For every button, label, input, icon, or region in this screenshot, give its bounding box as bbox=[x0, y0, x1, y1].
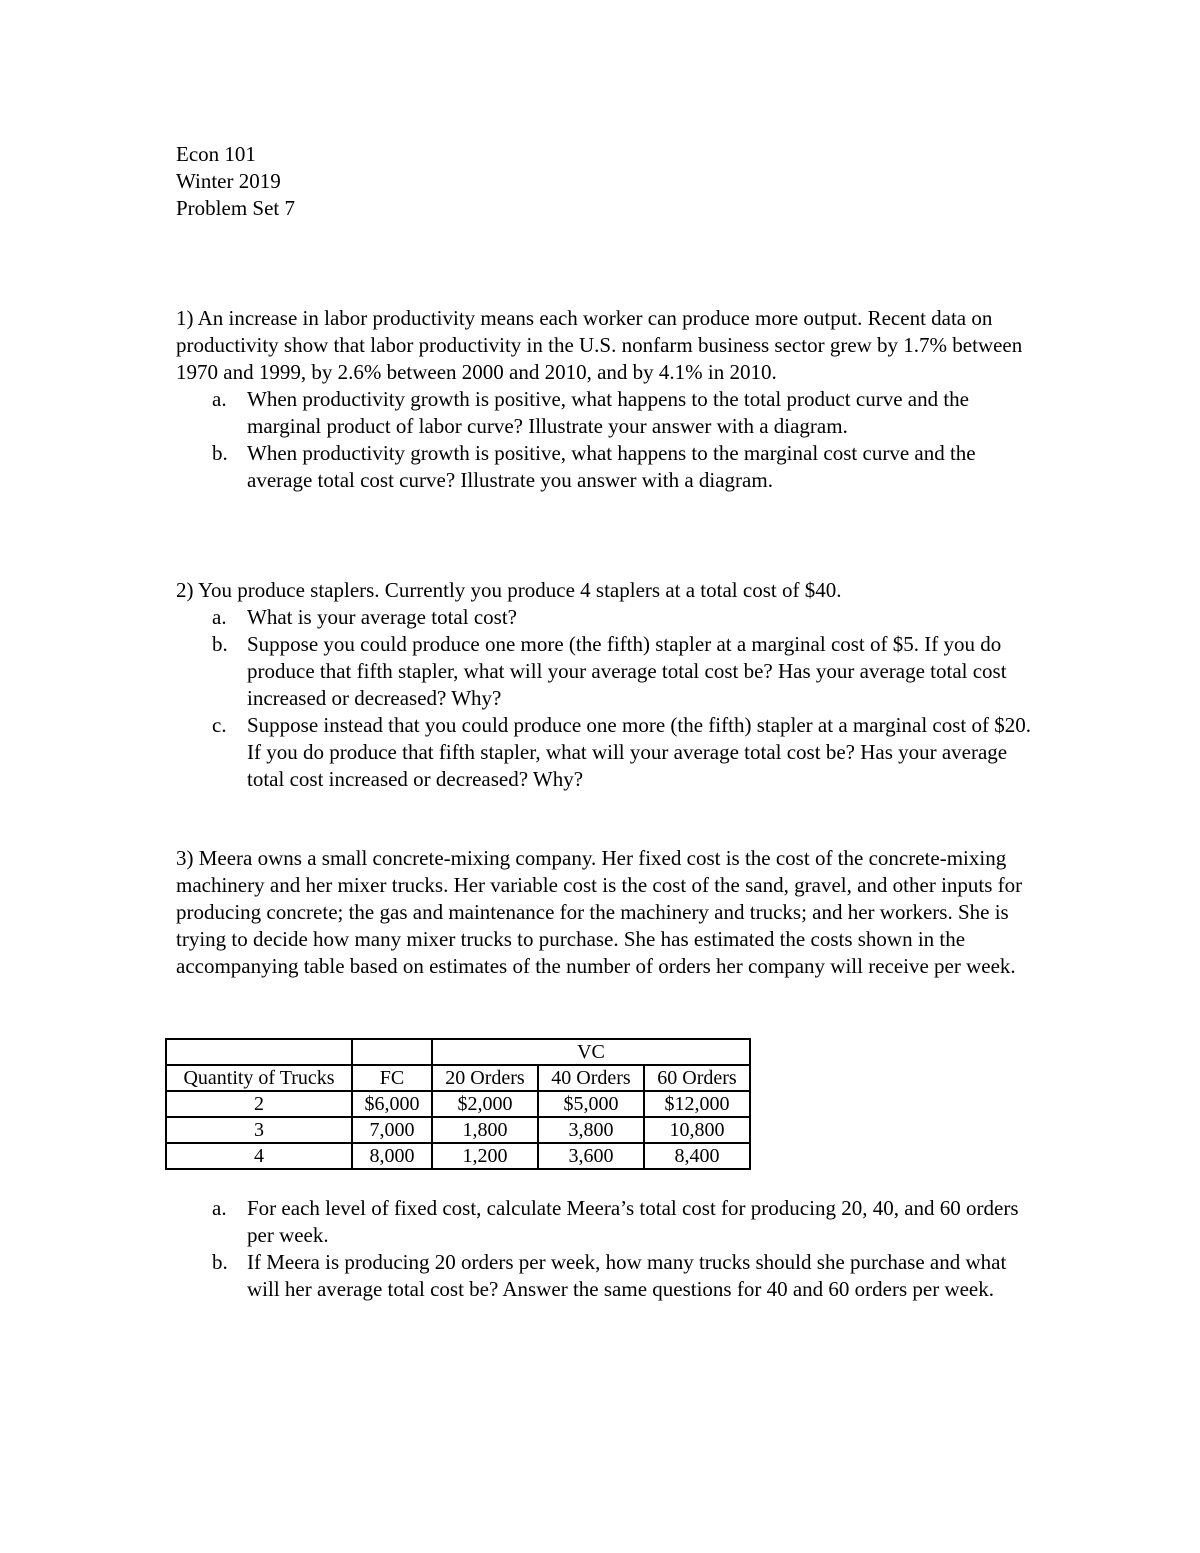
table-header-cell: Quantity of Trucks bbox=[166, 1065, 352, 1091]
table-cell: 2 bbox=[166, 1091, 352, 1117]
table-cell: 8,400 bbox=[644, 1143, 750, 1169]
question-2 bbox=[176, 577, 1036, 793]
question-1 bbox=[176, 305, 1036, 494]
course-name: Econ 101 bbox=[176, 142, 256, 166]
table-cell: 3,800 bbox=[538, 1117, 644, 1143]
part-label: a. bbox=[212, 605, 227, 629]
question-2-part-b bbox=[176, 631, 1036, 712]
question-3-parts bbox=[176, 1195, 1036, 1303]
question-1-part-b bbox=[176, 440, 1036, 494]
table-cell: 10,800 bbox=[644, 1117, 750, 1143]
question-2-parts bbox=[176, 604, 1036, 793]
part-text: When productivity growth is positive, what happens to the total product curve and the marginal product of labor curve? Illustrate your answer with a diagram. bbox=[247, 387, 969, 438]
part-label: a. bbox=[212, 1196, 227, 1220]
table-header-cell: FC bbox=[352, 1065, 432, 1091]
question-1-parts bbox=[176, 386, 1036, 494]
table-cell: 1,800 bbox=[432, 1117, 538, 1143]
part-text: Suppose you could produce one more (the fifth) stapler at a marginal cost of $5. If you do produce that fifth stapler, what will your average total cost be? Has your average total cost increased or decreased? Why? bbox=[247, 632, 1007, 710]
question-2-part-a bbox=[176, 604, 1036, 631]
table-header-row bbox=[166, 1065, 750, 1091]
question-3-text: 3) Meera owns a small concrete-mixing company. Her fixed cost is the cost of the concrete-mixing machinery and her mixer trucks. Her variable cost is the cost of the sand, gravel, and other inputs for producing concrete; the gas and maintenance for the machinery and trucks; and her workers. She is trying to decide how many mixer trucks to purchase. She has estimated the costs shown in the accompanying table based on estimates of the number of orders her company will receive per week. bbox=[176, 846, 1023, 978]
table-header-cell: 20 Orders bbox=[432, 1065, 538, 1091]
part-label: b. bbox=[212, 632, 228, 656]
table-cell: 3,600 bbox=[538, 1143, 644, 1169]
table-row bbox=[166, 1143, 750, 1169]
part-label: c. bbox=[212, 713, 227, 737]
table-cell-empty bbox=[352, 1039, 432, 1065]
table-cell: $2,000 bbox=[432, 1091, 538, 1117]
table-cell: 3 bbox=[166, 1117, 352, 1143]
question-1-text: 1) An increase in labor productivity means each worker can produce more output. Recent data on productivity show that labor productivity in the U.S. nonfarm business sector grew by 1.7% between 1970 and 1999, by 2.6% between 2000 and 2010, and by 4.1% in 2010. bbox=[176, 306, 1023, 384]
question-1-part-a bbox=[176, 386, 1036, 440]
document-header bbox=[176, 141, 1036, 222]
part-text: If Meera is producing 20 orders per week, how many trucks should she purchase and what will her average total cost be? Answer the same questions for 40 and 60 orders per week. bbox=[247, 1250, 1007, 1301]
problem-set-page bbox=[176, 141, 1036, 1301]
part-label: b. bbox=[212, 1250, 228, 1274]
problem-set-title: Problem Set 7 bbox=[176, 196, 295, 220]
question-2-text: 2) You produce staplers. Currently you produce 4 staplers at a total cost of $40. bbox=[176, 578, 842, 602]
part-text: What is your average total cost? bbox=[247, 605, 517, 629]
question-3 bbox=[176, 845, 1036, 1301]
table-cell: $5,000 bbox=[538, 1091, 644, 1117]
question-2-part-c bbox=[176, 712, 1036, 793]
table-cell-empty bbox=[166, 1039, 352, 1065]
part-text: When productivity growth is positive, what happens to the marginal cost curve and the average total cost curve? Illustrate you answer with a diagram. bbox=[247, 441, 976, 492]
table-cell: $12,000 bbox=[644, 1091, 750, 1117]
cost-table bbox=[165, 1038, 751, 1170]
table-header-cell: 60 Orders bbox=[644, 1065, 750, 1091]
question-3-part-a bbox=[176, 1195, 1036, 1249]
part-text: Suppose instead that you could produce one more (the fifth) stapler at a marginal cost of $20. If you do produce that fifth stapler, what will your average total cost be? Has your average total cost increased or decreased? Why? bbox=[247, 713, 1031, 791]
part-label: b. bbox=[212, 441, 228, 465]
table-header-cell: 40 Orders bbox=[538, 1065, 644, 1091]
table-row bbox=[166, 1091, 750, 1117]
table-cell: $6,000 bbox=[352, 1091, 432, 1117]
part-label: a. bbox=[212, 387, 227, 411]
term: Winter 2019 bbox=[176, 169, 281, 193]
part-text: For each level of fixed cost, calculate Meera’s total cost for producing 20, 40, and 60 orders per week. bbox=[247, 1196, 1019, 1247]
question-3-part-b bbox=[176, 1249, 1036, 1303]
table-cell: 7,000 bbox=[352, 1117, 432, 1143]
table-group-header-vc: VC bbox=[432, 1039, 750, 1065]
table-cell: 1,200 bbox=[432, 1143, 538, 1169]
table-group-header-row bbox=[166, 1039, 750, 1065]
table-cell: 8,000 bbox=[352, 1143, 432, 1169]
table-cell: 4 bbox=[166, 1143, 352, 1169]
table-row bbox=[166, 1117, 750, 1143]
